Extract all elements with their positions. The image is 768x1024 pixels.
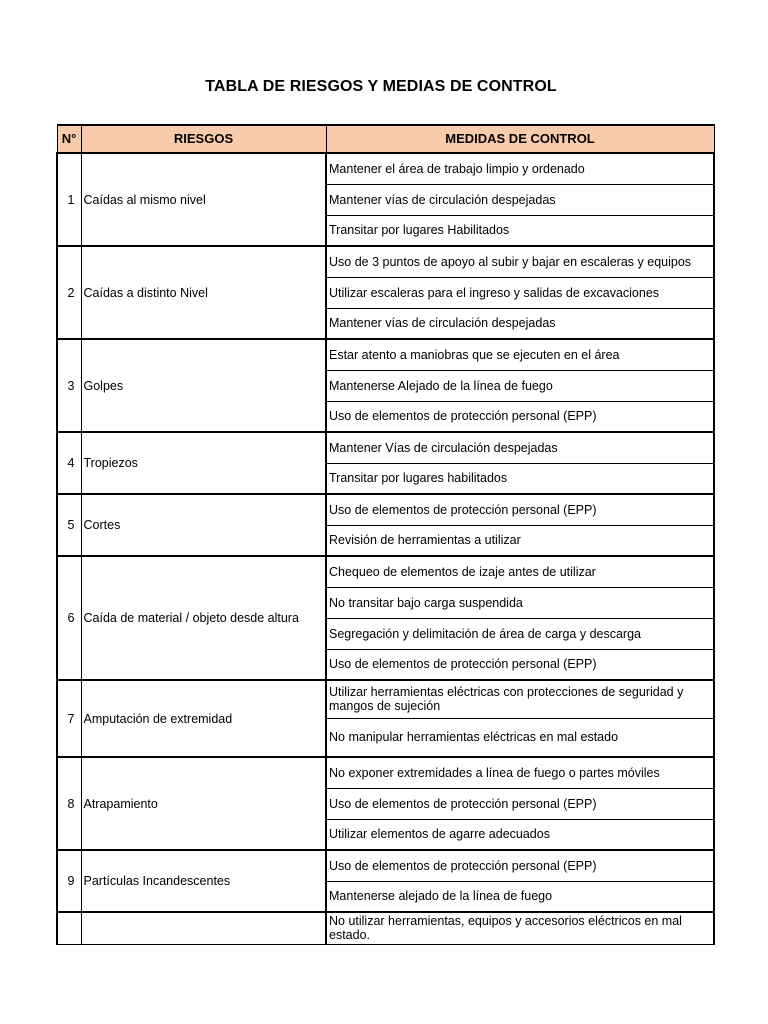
- control-measure: Mantener Vías de circulación despejadas: [326, 432, 714, 463]
- risk-number: 9: [57, 850, 81, 912]
- table-row: [57, 432, 714, 463]
- control-measure: Mantener el área de trabajo limpio y ordenado: [326, 153, 714, 184]
- control-measure: Mantenerse Alejado de la línea de fuego: [326, 370, 714, 401]
- header-controls: MEDIDAS DE CONTROL: [326, 125, 714, 153]
- risk-name: Caídas al mismo nivel: [81, 153, 326, 246]
- control-measure: Segregación y delimitación de área de carga y descarga: [326, 618, 714, 649]
- risk-number: 7: [57, 680, 81, 757]
- control-measure: No exponer extremidades a línea de fuego o partes móviles: [326, 757, 714, 788]
- control-measure: Chequeo de elementos de izaje antes de utilizar: [326, 556, 714, 587]
- header-risk: RIESGOS: [81, 125, 326, 153]
- risk-name: Atrapamiento: [81, 757, 326, 850]
- control-measure: Mantener vías de circulación despejadas: [326, 184, 714, 215]
- risk-number: 2: [57, 246, 81, 339]
- risk-number: 5: [57, 494, 81, 556]
- control-measure: Revisión de herramientas a utilizar: [326, 525, 714, 556]
- control-measure: Utilizar herramientas eléctricas con protecciones de seguridad y mangos de sujeción: [326, 680, 714, 718]
- header-num: N°: [57, 125, 81, 153]
- control-measure: Uso de elementos de protección personal (EPP): [326, 788, 714, 819]
- table-row: [57, 556, 714, 587]
- control-measure: No manipular herramientas eléctricas en mal estado: [326, 718, 714, 757]
- risk-number: [57, 912, 81, 944]
- control-measure: Utilizar elementos de agarre adecuados: [326, 819, 714, 850]
- table-row: [57, 757, 714, 788]
- risk-number: 1: [57, 153, 81, 246]
- control-measure: Utilizar escaleras para el ingreso y salidas de excavaciones: [326, 277, 714, 308]
- control-measure: Uso de elementos de protección personal (EPP): [326, 649, 714, 680]
- control-measure: No utilizar herramientas, equipos y accesorios eléctricos en mal estado.: [326, 912, 714, 944]
- control-measure: Uso de 3 puntos de apoyo al subir y bajar en escaleras y equipos: [326, 246, 714, 277]
- control-measure: Estar atento a maniobras que se ejecuten en el área: [326, 339, 714, 370]
- table-header-row: [57, 125, 714, 153]
- control-measure: Uso de elementos de protección personal (EPP): [326, 494, 714, 525]
- page-title: TABLA DE RIESGOS Y MEDIAS DE CONTROL: [205, 78, 557, 95]
- table-row: [57, 850, 714, 881]
- risk-number: 8: [57, 757, 81, 850]
- control-measure: Uso de elementos de protección personal (EPP): [326, 401, 714, 432]
- risk-name: Caídas a distinto Nivel: [81, 246, 326, 339]
- risk-name: Caída de material / objeto desde altura: [81, 556, 326, 680]
- table-row: [57, 153, 714, 184]
- risk-name: [81, 912, 326, 944]
- risk-number: 4: [57, 432, 81, 494]
- table-body: [57, 153, 714, 944]
- risk-number: 3: [57, 339, 81, 432]
- risk-number: 6: [57, 556, 81, 680]
- control-measure: Transitar por lugares Habilitados: [326, 215, 714, 246]
- risk-name: Golpes: [81, 339, 326, 432]
- risk-name: Partículas Incandescentes: [81, 850, 326, 912]
- table-row: [57, 912, 714, 944]
- risk-name: Cortes: [81, 494, 326, 556]
- risk-name: Tropiezos: [81, 432, 326, 494]
- control-measure: Uso de elementos de protección personal (EPP): [326, 850, 714, 881]
- control-measure: No transitar bajo carga suspendida: [326, 587, 714, 618]
- table-row: [57, 339, 714, 370]
- control-measure: Transitar por lugares habilitados: [326, 463, 714, 494]
- table-row: [57, 246, 714, 277]
- control-measure: Mantener vías de circulación despejadas: [326, 308, 714, 339]
- table-row: [57, 680, 714, 718]
- risk-name: Amputación de extremidad: [81, 680, 326, 757]
- risk-control-table: [56, 124, 715, 945]
- control-measure: Mantenerse alejado de la línea de fuego: [326, 881, 714, 912]
- table-row: [57, 494, 714, 525]
